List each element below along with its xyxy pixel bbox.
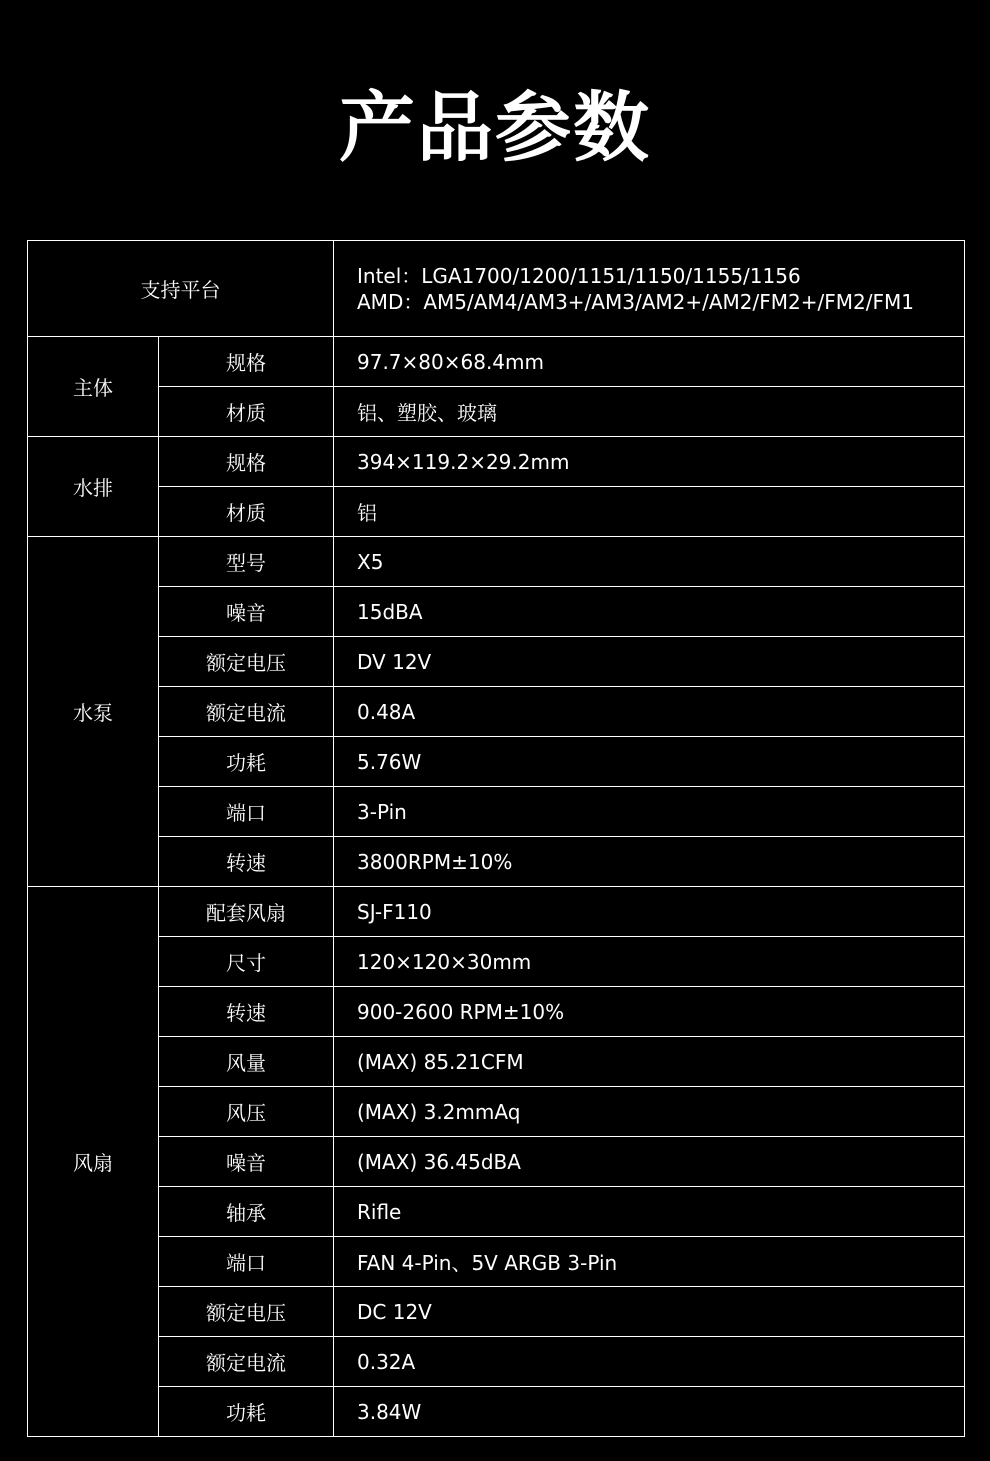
param-value: SJ-F110 — [334, 887, 965, 937]
spec-row — [28, 937, 965, 987]
param-label: 噪音 — [159, 1137, 334, 1187]
param-value: 0.48A — [334, 687, 965, 737]
spec-row — [28, 487, 965, 537]
param-value: (MAX) 85.21CFM — [334, 1037, 965, 1087]
param-label: 转速 — [159, 837, 334, 887]
spec-row — [28, 537, 965, 587]
param-label: 功耗 — [159, 737, 334, 787]
param-label: 配套风扇 — [159, 887, 334, 937]
param-label: 型号 — [159, 537, 334, 587]
group-name: 主体 — [28, 337, 159, 437]
spec-table-body — [28, 241, 965, 1437]
param-label: 材质 — [159, 487, 334, 537]
platform-row — [28, 241, 965, 337]
param-value: 3800RPM±10% — [334, 837, 965, 887]
param-value: 900-2600 RPM±10% — [334, 987, 965, 1037]
spec-row — [28, 387, 965, 437]
platform-value — [334, 241, 965, 337]
group-name: 风扇 — [28, 887, 159, 1437]
spec-row — [28, 637, 965, 687]
param-label: 功耗 — [159, 1387, 334, 1437]
param-label: 额定电压 — [159, 637, 334, 687]
param-label: 材质 — [159, 387, 334, 437]
param-value: X5 — [334, 537, 965, 587]
spec-row — [28, 1387, 965, 1437]
param-value: DV 12V — [334, 637, 965, 687]
param-label: 风压 — [159, 1087, 334, 1137]
param-value: 97.7×80×68.4mm — [334, 337, 965, 387]
param-label: 转速 — [159, 987, 334, 1037]
param-value: 120×120×30mm — [334, 937, 965, 987]
spec-row — [28, 337, 965, 387]
param-value: 3-Pin — [334, 787, 965, 837]
param-label: 噪音 — [159, 587, 334, 637]
platform-label: 支持平台 — [28, 241, 334, 337]
spec-row — [28, 587, 965, 637]
spec-row — [28, 737, 965, 787]
param-label: 规格 — [159, 337, 334, 387]
param-value: 铝 — [334, 487, 965, 537]
spec-row — [28, 687, 965, 737]
param-value: FAN 4-Pin、5V ARGB 3-Pin — [334, 1237, 965, 1287]
spec-row — [28, 787, 965, 837]
spec-row — [28, 987, 965, 1037]
platform-amd: AMD：AM5/AM4/AM3+/AM3/AM2+/AM2/FM2+/FM2/FM1 — [357, 289, 914, 314]
param-label: 端口 — [159, 1237, 334, 1287]
param-label: 轴承 — [159, 1187, 334, 1237]
param-value: 铝、塑胶、玻璃 — [334, 387, 965, 437]
param-label: 额定电流 — [159, 1337, 334, 1387]
param-value: 0.32A — [334, 1337, 965, 1387]
param-label: 规格 — [159, 437, 334, 487]
spec-row — [28, 837, 965, 887]
spec-row — [28, 437, 965, 487]
param-label: 额定电流 — [159, 687, 334, 737]
param-label: 额定电压 — [159, 1287, 334, 1337]
spec-row — [28, 1287, 965, 1337]
param-value: DC 12V — [334, 1287, 965, 1337]
spec-row — [28, 887, 965, 937]
param-value: (MAX) 36.45dBA — [334, 1137, 965, 1187]
group-name: 水排 — [28, 437, 159, 537]
param-value: 3.84W — [334, 1387, 965, 1437]
param-value: 15dBA — [334, 587, 965, 637]
param-value: Rifle — [334, 1187, 965, 1237]
page-title: 产品参数 — [339, 83, 651, 172]
param-label: 端口 — [159, 787, 334, 837]
spec-row — [28, 1187, 965, 1237]
spec-row — [28, 1337, 965, 1387]
platform-intel: Intel：LGA1700/1200/1151/1150/1155/1156 — [357, 263, 801, 288]
param-value: 5.76W — [334, 737, 965, 787]
param-label: 尺寸 — [159, 937, 334, 987]
group-name: 水泵 — [28, 537, 159, 887]
param-value: 394×119.2×29.2mm — [334, 437, 965, 487]
param-label: 风量 — [159, 1037, 334, 1087]
spec-table — [27, 240, 965, 1437]
spec-row — [28, 1137, 965, 1187]
spec-row — [28, 1237, 965, 1287]
spec-row — [28, 1087, 965, 1137]
spec-row — [28, 1037, 965, 1087]
param-value: (MAX) 3.2mmAq — [334, 1087, 965, 1137]
